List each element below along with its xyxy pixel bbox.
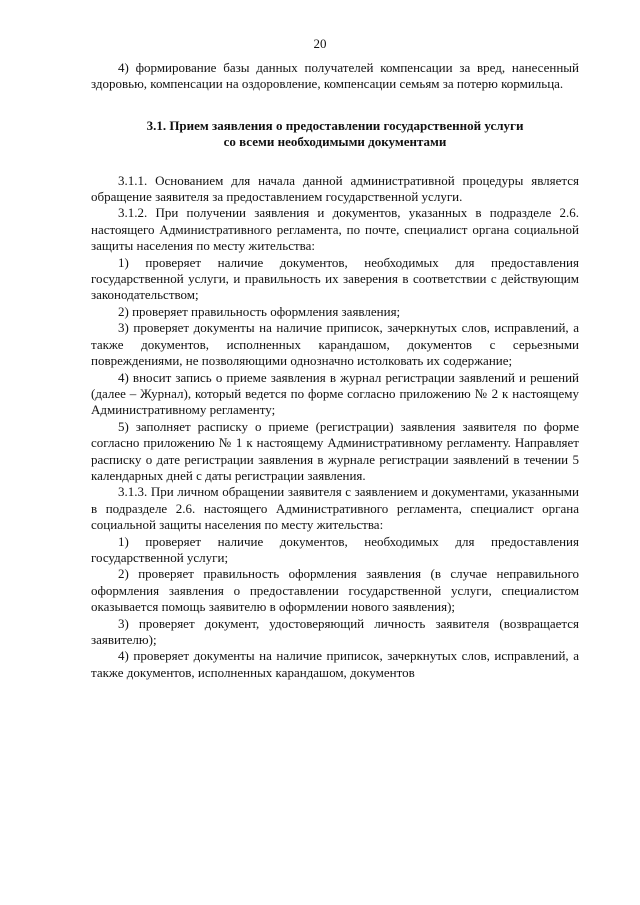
paragraph-3-1-2: 3.1.2. При получении заявления и документов, указанных в подразделе 2.6. настоящего Административного регламента, по почте, специалист органа социальной защиты населения по месту жительства: — [91, 205, 579, 254]
list-item: 1) проверяет наличие документов, необходимых для предоставления государственной услуги; — [91, 533, 579, 565]
paragraph-before-heading: 4) формирование базы данных получателей компенсации за вред, нанесенный здоровью, компенсации на оздоровление, компенсации семьям за потерю кормильца. — [91, 60, 579, 92]
list-item: 2) проверяет правильность оформления заявления; — [118, 303, 401, 319]
section-heading — [91, 118, 579, 151]
page-number: 20 — [313, 36, 327, 51]
section-heading-line-1: 3.1. Прием заявления о предоставлении государственной услуги — [146, 117, 524, 133]
list-item: 4) проверяет документы на наличие приписок, зачеркнутых слов, исправлений, а также документов, исполненных карандашом, документов — [91, 648, 579, 680]
page-content — [91, 60, 579, 681]
list-item: 2) проверяет правильность оформления заявления (в случае неправильного оформления заявления о предоставлении государственной услуги, специалистом оказывается помощь заявителю в оформлении нового заявления); — [91, 566, 579, 615]
paragraph-3-1-3: 3.1.3. При личном обращении заявителя с заявлением и документами, указанными в подразделе 2.6. настоящего Административного регламента, специалист органа социальной защиты населения по месту жительства: — [91, 484, 579, 533]
list-item: 1) проверяет наличие документов, необходимых для предоставления государственной услуги, и правильность их заверения в соответствии с действующим законодательством; — [91, 254, 579, 303]
paragraph-3-1-1: 3.1.1. Основанием для начала данной административной процедуры является обращение заявителя за предоставлением государственной услуги. — [91, 172, 579, 205]
list-item: 5) заполняет расписку о приеме (регистрации) заявления заявителя по форме согласно приложению № 1 к настоящему Административному регламенту. Направляет расписку о дате регистрации заявления в журнале регистрации заявлений в течении 5 календарных дней с даты регистрации заявления. — [91, 418, 579, 483]
list-item: 4) вносит запись о приеме заявления в журнал регистрации заявлений и решений (далее – Журнал), который ведется по форме согласно приложению № 2 к настоящему Административному регламенту; — [91, 369, 579, 418]
section-heading-line-2: со всеми необходимыми документами — [223, 134, 447, 150]
list-item: 3) проверяет документы на наличие приписок, зачеркнутых слов, исправлений, а также документов, исполненных карандашом, документов с серьезными повреждениями, не позволяющими однозначно истолковать их содержание; — [91, 320, 579, 369]
list-item: 3) проверяет документ, удостоверяющий личность заявителя (возвращается заявителю); — [91, 615, 579, 647]
